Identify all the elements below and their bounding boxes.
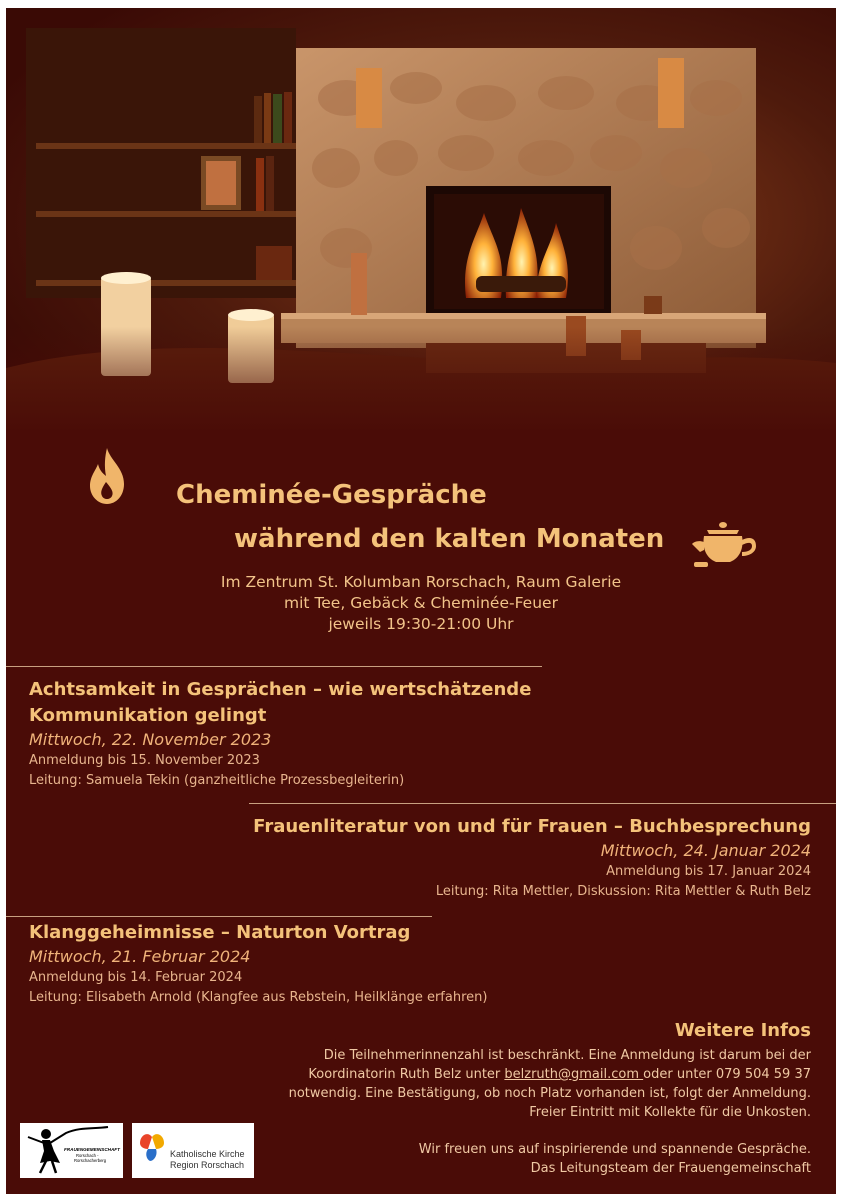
- event-2-title: Frauenliteratur von und für Frauen – Buchbesprechung: [253, 816, 811, 837]
- kirche-emblem-icon: [140, 1134, 164, 1161]
- event-2: [206, 814, 811, 902]
- logo-text-3: Rorschacherberg: [74, 1158, 107, 1163]
- infos-block: [156, 1046, 811, 1178]
- offer-text: mit Tee, Gebäck & Cheminée-Feuer: [284, 594, 558, 612]
- dancer-logo-icon: [20, 1123, 123, 1178]
- time-text: jeweils 19:30-21:00 Uhr: [328, 615, 514, 633]
- logo-text-2: Rorschach -: [76, 1153, 99, 1158]
- fireplace-illustration: [6, 8, 836, 433]
- teapot-icon: [690, 518, 760, 568]
- infos-line-3: notwendig. Eine Bestätigung, ob noch Platz vorhanden ist, folgt der Anmeldung.: [288, 1086, 811, 1101]
- infos-line-4: Freier Eintritt mit Kollekte für die Unkosten.: [529, 1105, 811, 1120]
- event-2-registration: Anmeldung bis 17. Januar 2024: [606, 864, 811, 879]
- frauengemeinschaft-logo: [20, 1123, 123, 1178]
- event-1-title-line-2: Kommunikation gelingt: [29, 705, 267, 726]
- infos-line-2-post: oder unter 079 504 59 37: [643, 1067, 811, 1082]
- title-line-2: während den kalten Monaten: [234, 524, 665, 554]
- event-1-lead: Leitung: Samuela Tekin (ganzheitliche Prozessbegleiterin): [29, 773, 405, 788]
- event-1: [29, 677, 629, 791]
- closing-line-2: Das Leitungsteam der Frauengemeinschaft: [530, 1161, 811, 1176]
- infos-line-1: Die Teilnehmerinnenzahl ist beschränkt. Eine Anmeldung ist darum bei der: [323, 1048, 811, 1063]
- event-2-lead: Leitung: Rita Mettler, Diskussion: Rita Mettler & Ruth Belz: [435, 884, 811, 899]
- event-3-lead: Leitung: Elisabeth Arnold (Klangfee aus Rebstein, Heilklänge erfahren): [29, 990, 488, 1005]
- infos-line-2-pre: Koordinatorin Ruth Belz unter: [308, 1067, 505, 1082]
- event-2-date: Mittwoch, 24. Januar 2024: [600, 841, 811, 860]
- divider: [249, 803, 836, 804]
- email-link[interactable]: belzruth@gmail.com: [504, 1067, 644, 1082]
- event-1-title-line-1: Achtsamkeit in Gesprächen – wie wertschätzende: [29, 679, 532, 700]
- kirche-text-1: Katholische Kirche: [170, 1149, 245, 1159]
- event-3-date: Mittwoch, 21. Februar 2024: [29, 947, 251, 966]
- kirche-text-2: Region Rorschach: [170, 1160, 245, 1170]
- event-1-date: Mittwoch, 22. November 2023: [29, 730, 272, 749]
- event-info-block: [6, 572, 836, 635]
- logo-text-1: FRAUENGEMEINSCHAFT: [64, 1147, 120, 1152]
- katholische-kirche-logo: [132, 1123, 254, 1178]
- event-3: [29, 920, 729, 1008]
- divider: [6, 916, 432, 917]
- poster: [6, 8, 836, 1194]
- closing-line-1: Wir freuen uns auf inspirierende und spannende Gespräche.: [418, 1142, 811, 1157]
- fireplace-image: [6, 8, 836, 433]
- location-text: Im Zentrum St. Kolumban Rorschach, Raum Galerie: [220, 573, 622, 591]
- divider: [6, 666, 542, 667]
- event-3-registration: Anmeldung bis 14. Februar 2024: [29, 970, 243, 985]
- infos-line-2: [156, 1065, 811, 1084]
- event-1-registration: Anmeldung bis 15. November 2023: [29, 753, 260, 768]
- infos-heading: Weitere Infos: [674, 1020, 811, 1041]
- event-3-title: Klanggeheimnisse – Naturton Vortrag: [29, 922, 411, 943]
- title-line-1: Cheminée-Gespräche: [176, 480, 487, 510]
